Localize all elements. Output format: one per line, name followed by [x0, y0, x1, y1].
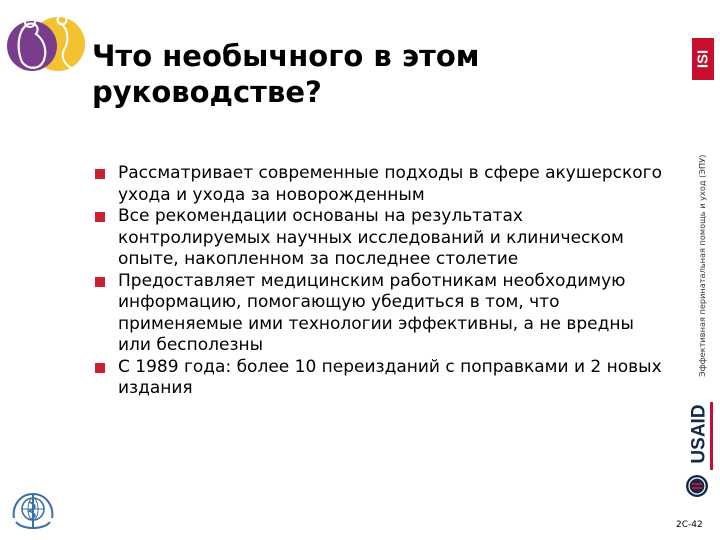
square-bullet-icon	[95, 169, 105, 179]
bullet-item	[92, 206, 672, 271]
title-line-1: Что необычного в этом	[92, 39, 480, 73]
program-logo	[6, 8, 86, 80]
side-caption: Эффективная перинатальная помощь и уход (ЭПУ)	[697, 154, 707, 377]
usaid-wordmark: USAID	[688, 404, 710, 464]
square-bullet-icon	[95, 363, 105, 373]
bullet-text: Рассматривает современные подходы в сфере акушерского ухода и ухода за новорожденным	[118, 163, 662, 205]
isi-logo-text: ISI	[694, 49, 712, 69]
isi-logo	[692, 38, 714, 80]
bullet-text: Предоставляет медицинским работникам необходимую информацию, помогающую убедиться в том, что применяемые ими технологии эффективны, а не вредны или бесполезны	[118, 270, 634, 355]
bullet-list	[92, 163, 672, 400]
square-bullet-icon	[95, 277, 105, 287]
who-emblem	[8, 488, 58, 534]
slide-title	[92, 38, 652, 110]
bullet-item	[92, 163, 672, 206]
bullet-item	[92, 271, 672, 357]
bullet-text: Все рекомендации основаны на результатах контролируемых научных исследований и клиническом опыте, накопленном за последнее столетие	[118, 206, 624, 269]
page-number: 2C-42	[676, 520, 703, 530]
bullet-text: С 1989 года: более 10 переизданий с поправками и 2 новых издания	[118, 356, 662, 398]
title-line-2: руководстве?	[92, 75, 322, 109]
bullet-item	[92, 357, 672, 400]
usaid-logo	[683, 398, 717, 502]
square-bullet-icon	[95, 212, 105, 222]
